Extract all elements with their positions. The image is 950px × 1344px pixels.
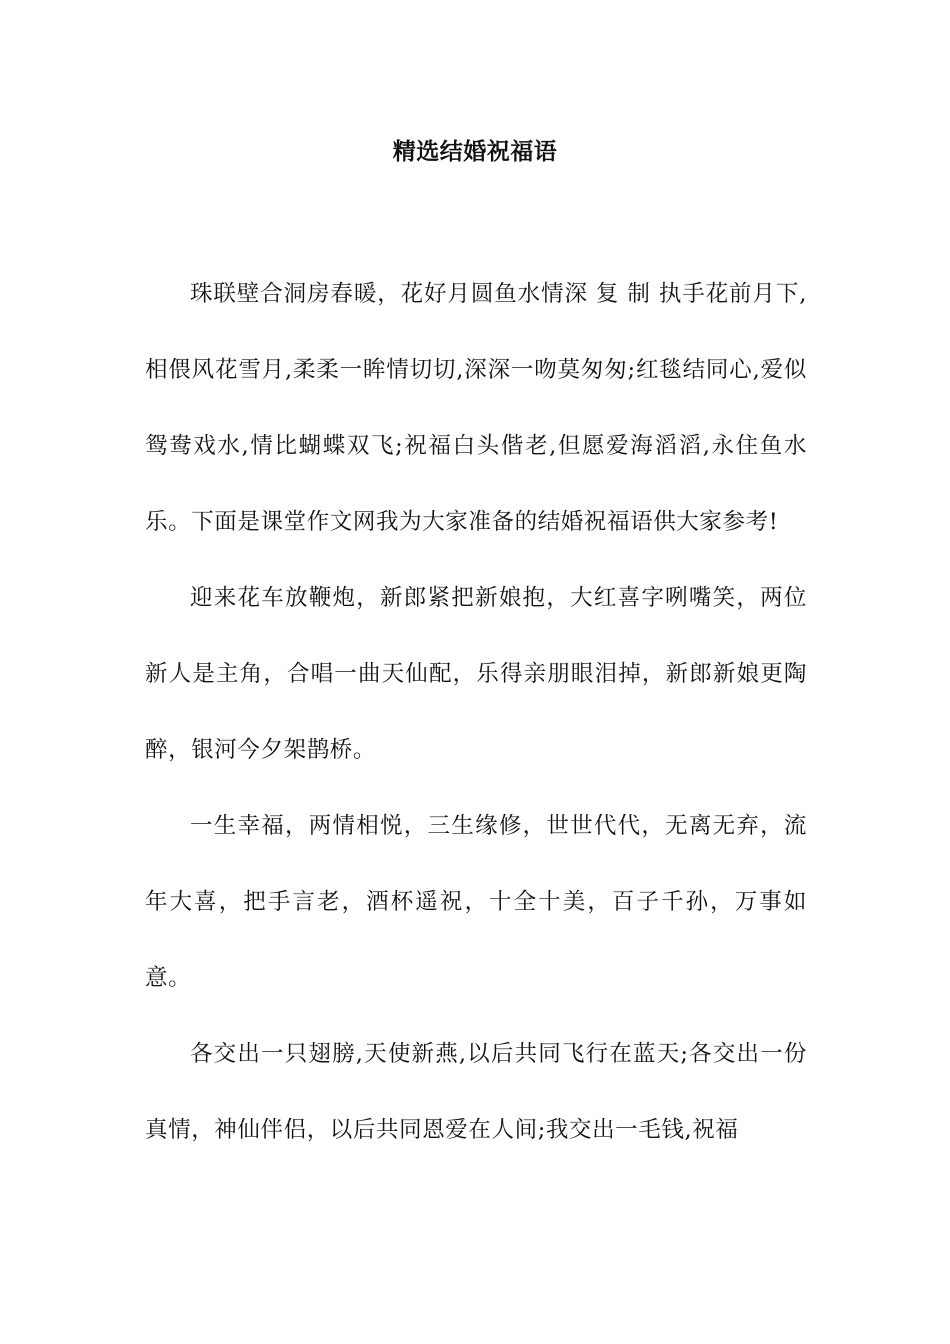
paragraph-intro: 珠联壁合洞房春暖，花好月圆鱼水情深 复 制 执手花前月下,相偎风花雪月,柔柔一眸情切切,深深一吻莫匆匆;红毯结同心,爱似鸳鸯戏水,情比蝴蝶双飞;祝福白头偕老,但愿爱海滔滔,永住鱼水乐。下面是课堂作文网我为大家准备的结婚祝福语供大家参考!	[145, 281, 807, 535]
document-title: 精选结婚祝福语	[392, 138, 558, 165]
document-body	[145, 256, 807, 1168]
paragraph-2: 迎来花车放鞭炮，新郎紧把新娘抱，大红喜字咧嘴笑，两位新人是主角，合唱一曲天仙配，乐得亲朋眼泪掉，新郎新娘更陶醉，银河今夕架鹊桥。	[145, 585, 807, 763]
paragraph-3: 一生幸福，两情相悦，三生缘修，世世代代，无离无弃，流年大喜，把手言老，酒杯遥祝，十全十美，百子千孙，万事如意。	[145, 813, 807, 991]
paragraph-4: 各交出一只翅膀,天使新燕,以后共同飞行在蓝天;各交出一份真情，神仙伴侣，以后共同恩爱在人间;我交出一毛钱,祝福	[145, 1041, 807, 1143]
